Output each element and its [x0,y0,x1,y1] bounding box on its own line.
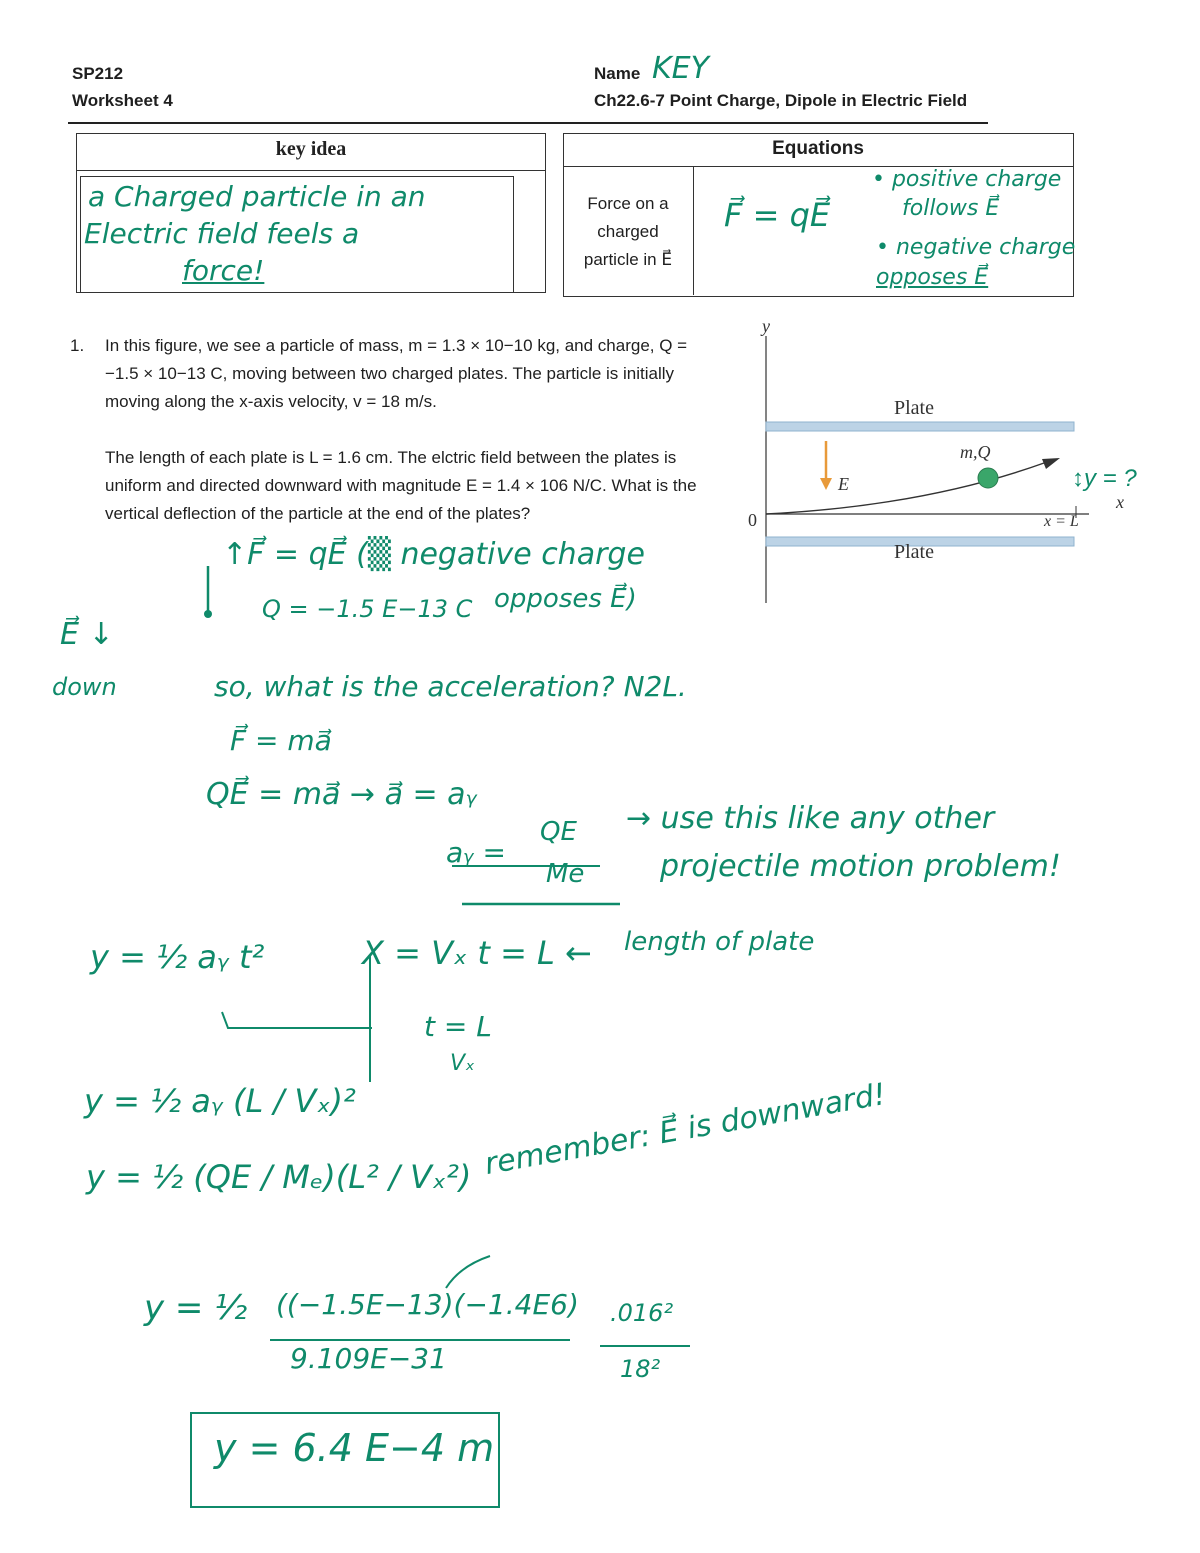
plate-end-label: x = L [1044,513,1079,530]
equation-label-line: charged [597,222,659,241]
work-length-squared: .016² [610,1299,674,1327]
work-y-equation: y = ½ aᵧ t² [90,938,265,976]
work-charge-value: Q = −1.5 E−13 C [262,595,473,623]
equation-note: • negative charge [876,235,1076,260]
work-ay-numerator: QE [540,817,577,847]
work-y-equation: y = ½ (QE / Mₑ)(L² / Vₓ²) [86,1158,472,1196]
work-remember-note: remember: E⃗ is downward! [482,1076,889,1182]
work-y-substituted: y = ½ [144,1288,248,1328]
key-idea-line: Electric field feels a [84,217,360,250]
work-field-direction-note: down [52,673,117,701]
equation-label-line: Force on a [587,194,669,213]
work-ay-denominator: Me [546,859,585,889]
equation-formula: F⃗ = qE⃗ [724,196,831,234]
chapter-title: Ch22.6-7 Point Charge, Dipole in Electric Field [594,91,968,110]
work-projectile-note: projectile motion problem! [660,849,1061,884]
equations-heading: Equations [772,138,864,159]
course-code: SP212 [72,64,124,83]
x-axis-label: x [1116,492,1124,512]
work-t-equation: t = L [424,1010,492,1043]
y-axis-label: y [762,318,770,336]
field-label: E⃗ [838,474,863,494]
work-t-denominator: Vₓ [450,1051,475,1076]
work-y-equation: y = ½ aᵧ (L / Vₓ)² [84,1082,356,1120]
top-plate-label: Plate [894,397,934,419]
name-value: KEY [652,51,709,86]
work-qe-ma: QE⃗ = ma⃗ → a⃗ = aᵧ [206,777,477,812]
particle-label: m,Q [960,442,991,462]
ink-connector [222,1012,372,1028]
problem-paragraph: In this figure, we see a particle of mass, m = 1.3 × 10−10 kg, and charge, Q = −1.5 × 10−13 C, moving between two charged plates. The particle is initially moving along the x-axis velocity, v = 18 m/s. [105,336,688,411]
problem-paragraph: The length of each plate is L = 1.6 cm. The elctric field between the plates is uniform and directed downward with magnitude E = 1.4 × 106 N/C. What is the vertical deflection of the particle at the end of the plates? [105,448,697,523]
problem-number: 1. [70,336,85,355]
work-x-equation: X = Vₓ t = L ← [362,934,592,972]
ink-charge-dot [204,610,212,618]
equation-note: opposes E⃗ [876,265,989,290]
equation-label-line: particle in E⃗ [583,250,673,269]
work-opposes-note: opposes E⃗) [494,584,637,614]
work-projectile-note: → use this like any other [626,801,995,836]
ink-remember-arrow [446,1256,490,1288]
work-newton-second-law: F⃗ = ma⃗ [230,724,332,757]
key-idea-line: a Charged particle in an [88,180,426,213]
work-numerator: ((−1.5E−13)(−1.4E6) [276,1288,579,1321]
origin-label: 0 [748,510,757,530]
work-denominator: 9.109E−31 [290,1342,447,1375]
key-idea-line: force! [182,254,265,287]
work-velocity-squared: 18² [620,1355,661,1383]
work-accel-question: so, what is the acceleration? N2L. [214,670,687,703]
work-length-note: length of plate [624,927,815,957]
name-label: Name [594,64,641,83]
work-ay-lhs: aᵧ = [446,836,506,869]
work-force-line: ↑F⃗ = qE⃗ (▒ negative charge [222,537,645,572]
final-answer: y = 6.4 E−4 m [214,1426,495,1470]
equation-note: follows E⃗ [902,196,1000,221]
worksheet-title: Worksheet 4 [72,91,173,110]
key-idea-heading: key idea [275,138,347,160]
equation-note: • positive charge [872,167,1062,192]
bottom-plate-label: Plate [894,541,934,563]
work-field-direction: E⃗ ↓ [60,617,114,652]
deflection-note: ↕y = ? [1072,465,1137,492]
